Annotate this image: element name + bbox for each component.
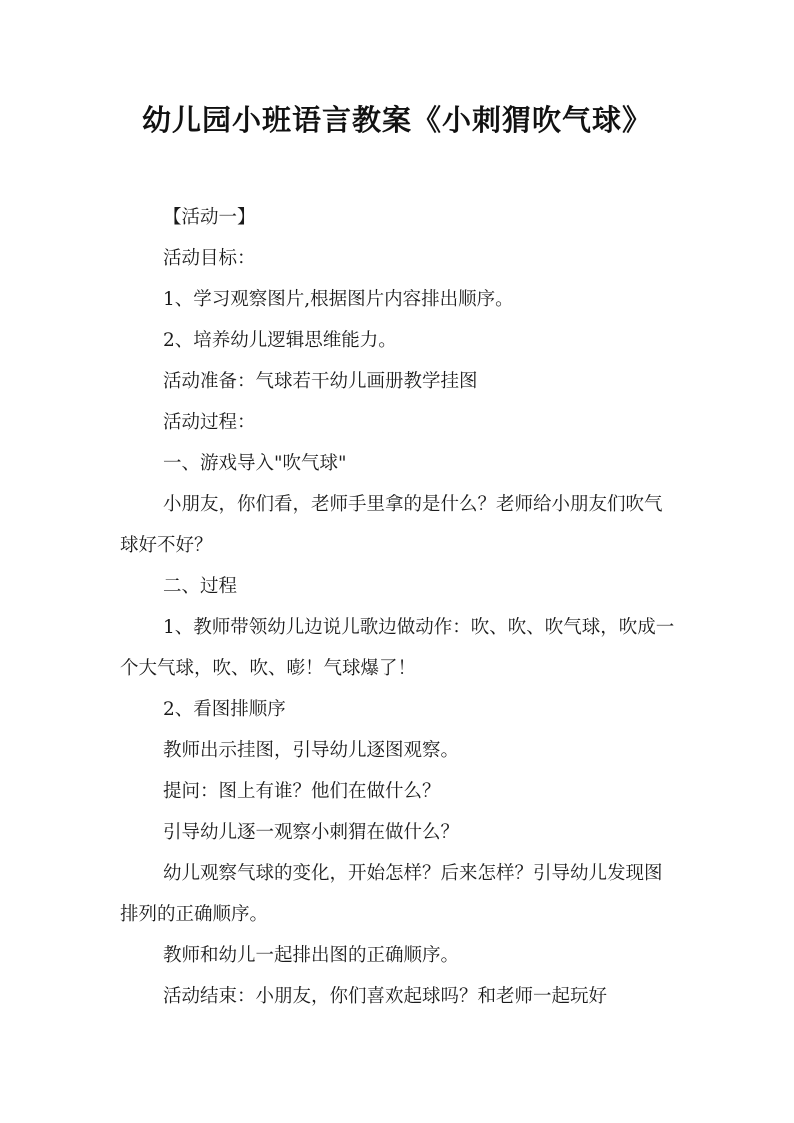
paragraph: 二、过程 [163,576,238,597]
paragraph: 一、游戏导入"吹气球" [163,453,347,474]
paragraph: 小朋友，你们看，老师手里拿的是什么？老师给小朋友们吹气球好不好？ [120,494,663,556]
paragraph: 引导幼儿逐一观察小刺猬在做什么？ [163,822,460,843]
paragraph: 活动结束：小朋友，你们喜欢起球吗？和老师一起玩好 [163,986,608,1007]
paragraph: 活动准备：气球若干幼儿画册教学挂图 [163,371,478,392]
paragraph: 2、看图排顺序 [163,699,286,720]
document-body [120,197,680,1017]
paragraph: 活动目标： [163,248,256,269]
paragraph: 2、培养幼儿逻辑思维能力。 [163,330,397,351]
document-title: 幼儿园小班语言教案《小刺猬吹气球》 [141,103,652,137]
paragraph: 教师和幼儿一起排出图的正确顺序。 [163,945,460,966]
paragraph: 活动过程： [163,412,256,433]
paragraph: 教师出示挂图，引导幼儿逐图观察。 [163,740,460,761]
paragraph: 提问：图上有谁？他们在做什么？ [163,781,441,802]
paragraph: 幼儿观察气球的变化，开始怎样？后来怎样？引导幼儿发现图排列的正确顺序。 [120,863,663,925]
paragraph: 1、教师带领幼儿边说儿歌边做动作：吹、吹、吹气球，吹成一个大气球，吹、吹、嘭！气球爆了！ [120,617,675,679]
paragraph: 1、学习观察图片,根据图片内容排出顺序。 [163,289,514,310]
section-heading: 【活动一】 [163,207,256,228]
